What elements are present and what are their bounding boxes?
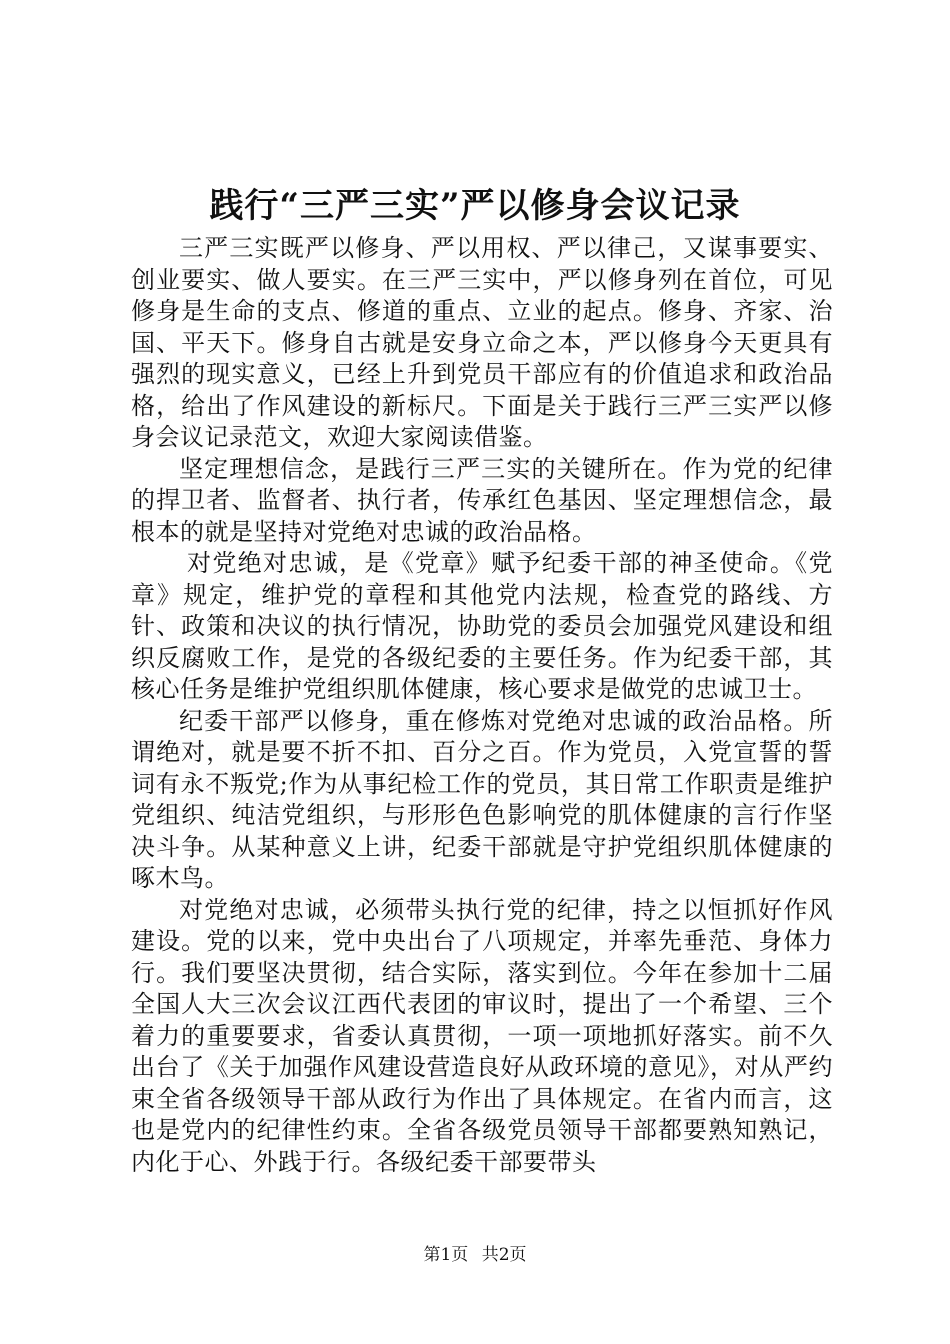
- page-footer: [0, 1243, 950, 1267]
- paragraph: 对党绝对忠诚，是《党章》赋予纪委干部的神圣使命。《党章》规定，维护党的章程和其他党内法规，检查党的路线、方针、政策和决议的执行情况，协助党的委员会加强党风建设和组织反腐败工作，是党的各级纪委的主要任务。作为纪委干部，其核心任务是维护党组织肌体健康，核心要求是做党的忠诚卫士。: [131, 549, 833, 703]
- page-total: 共2页: [481, 1245, 527, 1265]
- paragraph: 对党绝对忠诚，必须带头执行党的纪律，持之以恒抓好作风建设。党的以来，党中央出台了八项规定，并率先垂范、身体力行。我们要坚决贯彻，结合实际，落实到位。今年在参加十二届全国人大三次会议江西代表团的审议时，提出了一个希望、三个着力的重要要求，省委认真贯彻，一项一项地抓好落实。前不久出台了《关于加强作风建设营造良好从政环境的意见》，对从严约束全省各级领导干部从政行为作出了具体规定。在省内而言，这也是党内的纪律性约束。全省各级党员领导干部都要熟知熟记，内化于心、外践于行。各级纪委干部要带头: [131, 895, 833, 1176]
- page-number: 第1页: [423, 1245, 469, 1265]
- paragraph: 三严三实既严以修身、严以用权、严以律己，又谋事要实、创业要实、做人要实。在三严三实中，严以修身列在首位，可见修身是生命的支点、修道的重点、立业的起点。修身、齐家、治国、平天下。修身自古就是安身立命之本，严以修身今天更具有强烈的现实意义，已经上升到党员干部应有的价值追求和政治品格，给出了作风建设的新标尺。下面是关于践行三严三实严以修身会议记录范文，欢迎大家阅读借鉴。: [131, 234, 833, 451]
- document-title: 践行“三严三实”严以修身会议记录: [209, 186, 741, 226]
- document-body: [131, 233, 833, 1178]
- paragraph: 坚定理想信念，是践行三严三实的关键所在。作为党的纪律的捍卫者、监督者、执行者，传承红色基因、坚定理想信念，最根本的就是坚持对党绝对忠诚的政治品格。: [131, 454, 833, 546]
- paragraph: 纪委干部严以修身，重在修炼对党绝对忠诚的政治品格。所谓绝对，就是要不折不扣、百分之百。作为党员，入党宣誓的誓词有永不叛党;作为从事纪检工作的党员，其日常工作职责是维护党组织、纯洁党组织，与形形色色影响党的肌体健康的言行作坚决斗争。从某种意义上讲，纪委干部就是守护党组织肌体健康的啄木鸟。: [131, 706, 833, 892]
